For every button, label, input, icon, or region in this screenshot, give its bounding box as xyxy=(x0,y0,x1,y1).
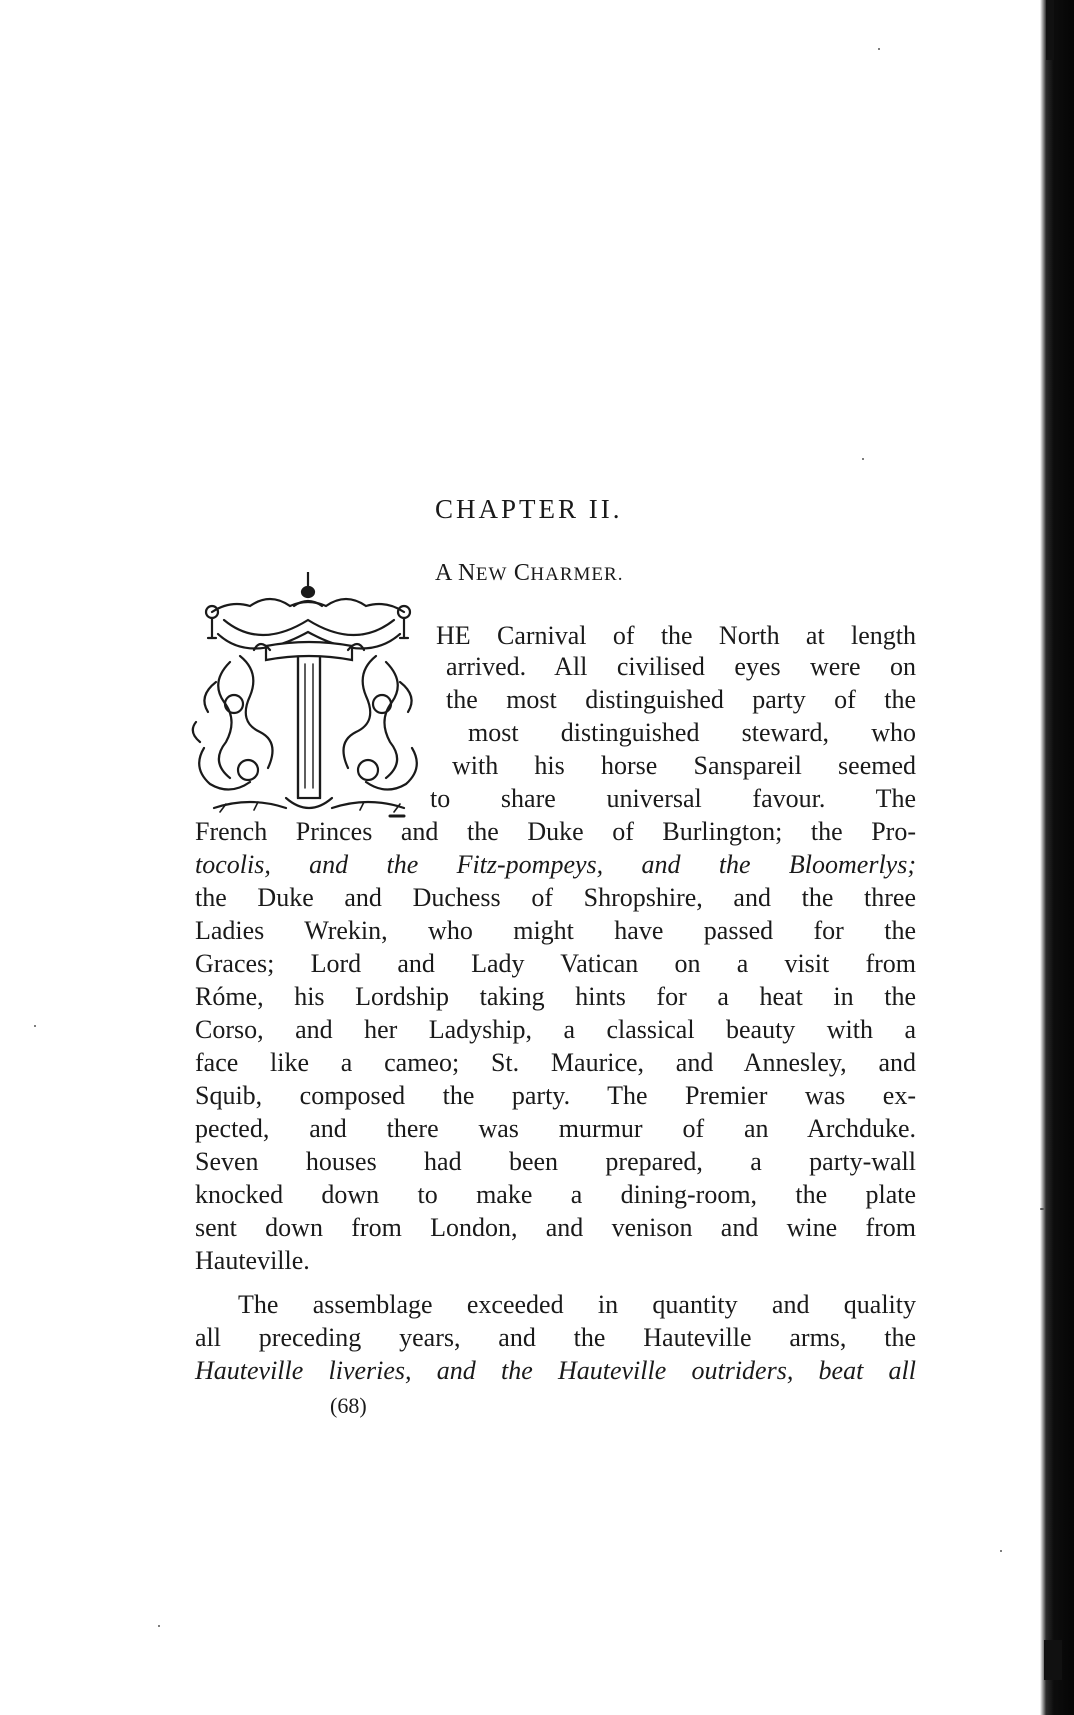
binding-shadow xyxy=(1040,0,1074,1715)
text-line: pected, and there was murmur of an Archduke. xyxy=(195,1114,916,1143)
text-line: to share universal favour. The xyxy=(430,784,916,813)
text-line: Hauteville liveries, and the Hauteville outriders, beat all xyxy=(195,1356,916,1385)
text-line: Graces; Lord and Lady Vatican on a visit from xyxy=(195,949,916,978)
text-line: most distinguished steward, who xyxy=(468,718,916,747)
text-line: arrived. All civilised eyes were on xyxy=(446,652,916,681)
text-line: sent down from London, and venison and wine from xyxy=(195,1213,916,1242)
text-line: face like a cameo; St. Maurice, and Annesley, and xyxy=(195,1048,916,1077)
text-line: Corso, and her Ladyship, a classical beauty with a xyxy=(195,1015,916,1044)
text-line: tocolis, and the Fitz-pompeys, and the Bloomerlys; xyxy=(195,850,916,879)
page-number: (68) xyxy=(330,1393,367,1418)
text-line: the most distinguished party of the xyxy=(446,685,916,714)
text-line: knocked down to make a dining-room, the plate xyxy=(195,1180,916,1209)
text-line: HE Carnival of the North at length xyxy=(436,621,916,650)
text-line: Róme, his Lordship taking hints for a heat in the xyxy=(195,982,916,1011)
text-line: Squib, composed the party. The Premier was ex- xyxy=(195,1081,916,1110)
text-line: The assemblage exceeded in quantity and quality xyxy=(238,1290,916,1319)
binding-nick xyxy=(1044,1640,1062,1680)
text-line: Seven houses had been prepared, a party-wall xyxy=(195,1147,916,1176)
text-line: the Duke and Duchess of Shropshire, and the three xyxy=(195,883,916,912)
scan-speck xyxy=(34,1025,36,1027)
text-line: with his horse Sanspareil seemed xyxy=(452,751,916,780)
scan-speck xyxy=(1000,1550,1002,1552)
chapter-heading xyxy=(435,494,623,525)
ornamental-dropcap-icon xyxy=(190,572,430,822)
scan-speck xyxy=(878,48,880,50)
text-line: all preceding years, and the Hauteville arms, the xyxy=(195,1323,916,1352)
text-line: French Princes and the Duke of Burlington; the Pro- xyxy=(195,817,916,846)
text-line: Ladies Wrekin, who might have passed for the xyxy=(195,916,916,945)
scan-speck xyxy=(862,458,864,460)
binding-nick xyxy=(1046,0,1054,60)
chapter-title: A NEW CHARMER. xyxy=(435,560,624,586)
scan-speck xyxy=(158,1625,160,1627)
chapter-number: CHAPTER II. xyxy=(435,494,623,524)
scan-speck xyxy=(1040,1208,1044,1210)
text-line: Hauteville. xyxy=(195,1246,310,1275)
